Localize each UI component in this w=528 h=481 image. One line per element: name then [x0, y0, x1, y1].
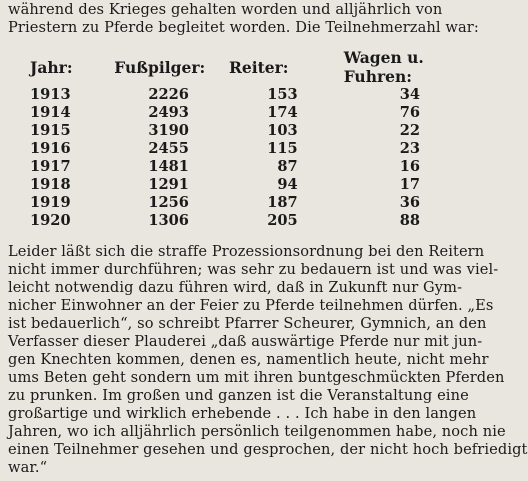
- cell-pilgrims: 1291: [148, 176, 189, 193]
- cell-pilgrims: 1256: [148, 194, 189, 211]
- header-pilgrims: Fußpilger:: [114, 57, 206, 77]
- participants-table: [8, 48, 472, 230]
- cell-wagons: 16: [399, 158, 420, 175]
- text-line: war.“: [8, 459, 48, 476]
- cell-wagons: 76: [399, 104, 420, 121]
- cell-riders: 174: [267, 104, 298, 121]
- cell-year: 1915: [30, 122, 71, 139]
- cell-wagons: 17: [399, 176, 420, 193]
- table-row: [8, 212, 472, 230]
- text-line: zu prunken. Im großen und ganzen ist die Veranstaltung eine: [8, 387, 469, 404]
- document-page: [0, 1, 528, 481]
- cell-wagons: 34: [399, 86, 420, 103]
- cell-riders: 87: [277, 158, 298, 175]
- table-row: [8, 140, 472, 158]
- text-line: Leider läßt sich die straffe Prozessionsordnung bei den Reitern: [8, 243, 485, 260]
- header-year: Jahr:: [30, 57, 73, 77]
- cell-year: 1920: [30, 212, 71, 229]
- table-row: [8, 158, 472, 176]
- cell-pilgrims: 1306: [148, 212, 189, 229]
- text-line: während des Krieges gehalten worden und alljährlich von: [8, 1, 443, 18]
- cell-pilgrims: 2493: [148, 104, 189, 121]
- cell-wagons: 23: [399, 140, 420, 157]
- table-row: [8, 194, 472, 212]
- table-header-row: [8, 48, 472, 86]
- cell-wagons: 36: [399, 194, 420, 211]
- cell-riders: 103: [267, 122, 298, 139]
- cell-riders: 94: [277, 176, 298, 193]
- cell-year: 1918: [30, 176, 71, 193]
- text-line: einen Teilnehmer gesehen und gesprochen, der nicht hoch befriedigt: [8, 441, 528, 458]
- cell-riders: 205: [267, 212, 298, 229]
- cell-riders: 115: [267, 140, 298, 157]
- table-row: [8, 86, 472, 104]
- body-paragraph: [8, 243, 528, 477]
- header-riders: Reiter:: [228, 57, 289, 77]
- table-row: [8, 122, 472, 140]
- cell-pilgrims: 2226: [148, 86, 189, 103]
- table-row: [8, 176, 472, 194]
- cell-riders: 187: [267, 194, 298, 211]
- text-line: nicht immer durchführen; was sehr zu bedauern ist und was viel-: [8, 261, 499, 278]
- cell-pilgrims: 1481: [148, 158, 189, 175]
- cell-year: 1917: [30, 158, 71, 175]
- text-line: nicher Einwohner an der Feier zu Pferde teilnehmen dürfen. „Es: [8, 297, 494, 314]
- text-line: gen Knechten kommen, denen es, namentlich heute, nicht mehr: [8, 351, 489, 368]
- text-line: Jahren, wo ich alljährlich persönlich teilgenommen habe, noch nie: [8, 423, 506, 440]
- table-row: [8, 104, 472, 122]
- header-wagons: Wagen u. Fuhren:: [343, 48, 424, 86]
- cell-riders: 153: [267, 86, 298, 103]
- intro-paragraph: [8, 1, 479, 37]
- cell-wagons: 88: [399, 212, 420, 229]
- text-line: ist bedauerlich“, so schreibt Pfarrer Scheurer, Gymnich, an den: [8, 315, 487, 332]
- cell-pilgrims: 3190: [148, 122, 189, 139]
- text-line: großartige und wirklich erhebende . . . Ich habe in den langen: [8, 405, 477, 422]
- cell-pilgrims: 2455: [148, 140, 189, 157]
- text-line: leicht notwendig dazu führen wird, daß in Zukunft nur Gym-: [8, 279, 463, 296]
- text-line: Priestern zu Pferde begleitet worden. Die Teilnehmerzahl war:: [8, 19, 479, 36]
- text-line: ums Beten geht sondern um mit ihren buntgeschmückten Pferden: [8, 369, 505, 386]
- text-line: Verfasser dieser Plauderei „daß auswärtige Pferde nur mit jun-: [8, 333, 483, 350]
- cell-year: 1913: [30, 86, 71, 103]
- cell-year: 1916: [30, 140, 71, 157]
- cell-year: 1914: [30, 104, 71, 121]
- cell-year: 1919: [30, 194, 71, 211]
- cell-wagons: 22: [399, 122, 420, 139]
